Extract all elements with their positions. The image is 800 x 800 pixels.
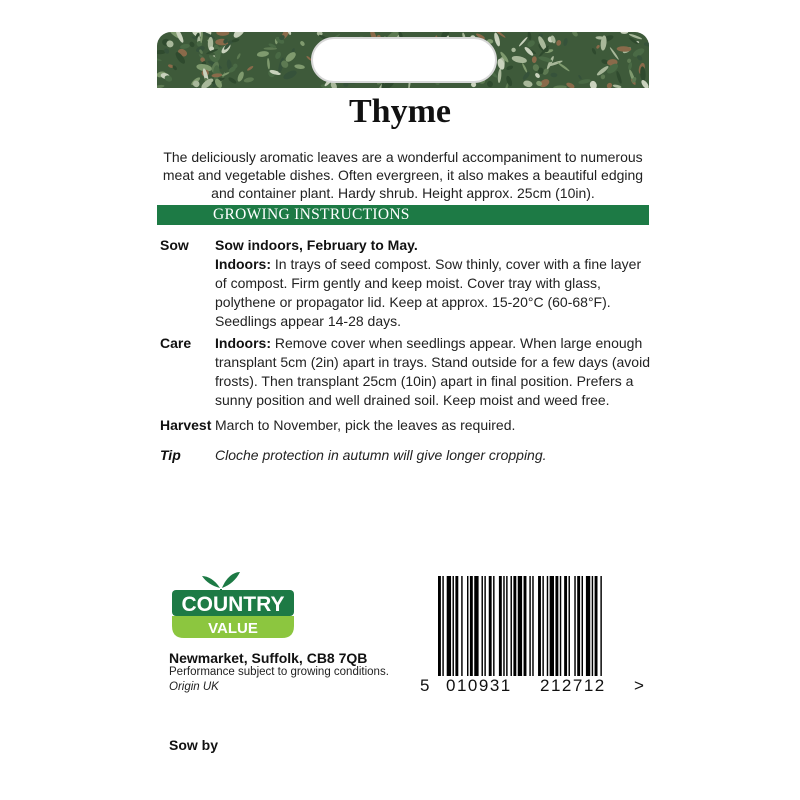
barcode-bar: [542, 576, 543, 676]
care-indoors-label: Indoors:: [215, 335, 271, 351]
sow-heading: Sow indoors, February to May.: [215, 237, 418, 253]
harvest-label: Harvest: [160, 417, 212, 433]
sow-instructions: In trays of seed compost. Sow thinly, cover with a fine layer of compost. Firm gently and keep moist. Cover tray with glass, polythene or propagator lid. Keep at approx. 15-20°C (60-68°F). Seedlings appear 14-28 days.: [215, 256, 642, 329]
sow-section: [160, 236, 650, 329]
barcode-bar: [453, 576, 454, 676]
barcode-bar: [582, 576, 583, 676]
barcode-bar: [455, 576, 458, 676]
barcode-bar: [470, 576, 473, 676]
sow-by-label: Sow by: [169, 737, 219, 753]
barcode-bar: [538, 576, 541, 676]
sow-label: Sow: [160, 237, 189, 253]
barcode-bar: [489, 576, 492, 676]
care-label: Care: [160, 335, 192, 351]
growing-instructions-header: [157, 205, 649, 225]
barcode-bar: [499, 576, 502, 676]
product-title: Thyme: [349, 93, 451, 130]
country-value-logo: [170, 568, 296, 640]
barcode-bar: [586, 576, 590, 676]
barcode-bar: [600, 576, 601, 676]
logo-value-text: VALUE: [208, 620, 258, 637]
product-description: The deliciously aromatic leaves are a wonderful accompaniment to numerous meat and vegetable dishes. Often evergreen, it also makes a beautiful edging and container plant. Hardy shrub. Height approx. 25cm (10in).: [162, 149, 644, 201]
barcode-bar: [484, 576, 485, 676]
barcode-left-digits: 010931: [446, 676, 512, 695]
barcode-bar: [503, 576, 504, 676]
barcode-bar: [438, 576, 441, 676]
barcode-bar: [595, 576, 598, 676]
logo-country-text: COUNTRY: [181, 593, 285, 616]
tip-section: [160, 446, 650, 466]
barcode-bar: [511, 576, 512, 676]
growing-instructions-label: GROWING INSTRUCTIONS: [213, 206, 410, 223]
harvest-section: [160, 416, 650, 436]
barcode-bar: [506, 576, 507, 676]
barcode-bar: [547, 576, 548, 676]
care-instructions: Remove cover when seedlings appear. When large enough transplant 5cm (2in) apart in trays. Stand outside for a few days (avoid frosts). Then transplant 25cm (10in) apart in final position. Prefers a sunny position and well drained soil. Keep moist and weed free.: [215, 335, 650, 408]
barcode-bar: [560, 576, 561, 676]
sow-indoors-label: Indoors:: [215, 256, 271, 272]
barcode-bar: [574, 576, 575, 676]
tip-text: Cloche protection in autumn will give longer cropping.: [215, 447, 547, 463]
barcode-bar: [493, 576, 494, 676]
barcode-bar: [447, 576, 451, 676]
company-address: Newmarket, Suffolk, CB8 7QB: [169, 650, 368, 666]
barcode-bar: [555, 576, 558, 676]
barcode-bar: [461, 576, 462, 676]
barcode: [438, 576, 634, 676]
hang-hole: [311, 37, 497, 83]
care-text: [215, 334, 655, 410]
barcode-bar: [474, 576, 478, 676]
barcode-bar: [564, 576, 567, 676]
origin-label: Origin UK: [169, 681, 219, 693]
barcode-bar: [482, 576, 483, 676]
care-section: [160, 334, 650, 410]
barcode-right-digits: 212712: [540, 676, 606, 695]
harvest-text: March to November, pick the leaves as required.: [215, 417, 516, 433]
barcode-bar: [524, 576, 527, 676]
barcode-bar: [577, 576, 580, 676]
barcode-bar: [529, 576, 530, 676]
barcode-bar: [467, 576, 468, 676]
barcode-bar: [550, 576, 554, 676]
performance-note: Performance subject to growing conditions.: [169, 666, 389, 678]
barcode-lead-digit: 5: [420, 676, 430, 695]
barcode-bar: [513, 576, 516, 676]
barcode-arrow: >: [634, 676, 644, 695]
barcode-bar: [569, 576, 570, 676]
barcode-bar: [518, 576, 522, 676]
barcode-bar: [592, 576, 593, 676]
barcode-bar: [532, 576, 533, 676]
sow-text: [215, 236, 655, 331]
barcode-bar: [442, 576, 443, 676]
tip-label: Tip: [160, 447, 181, 463]
barcode-bars: [438, 576, 634, 676]
